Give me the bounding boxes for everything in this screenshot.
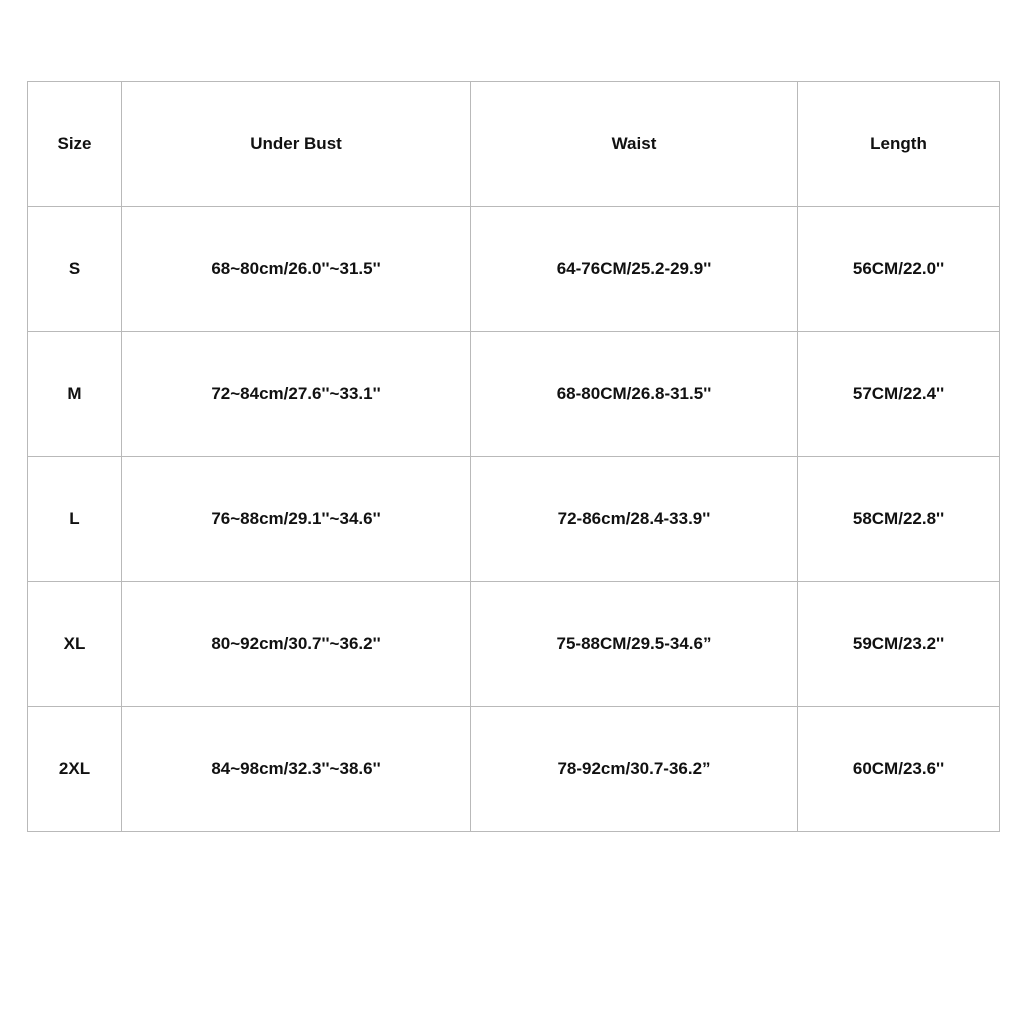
cell-waist: 64-76CM/25.2-29.9'' [471, 207, 798, 332]
table-row [28, 332, 1000, 457]
cell-length: 56CM/22.0'' [798, 207, 1000, 332]
table-row [28, 707, 1000, 832]
cell-size: M [28, 332, 122, 457]
cell-size: L [28, 457, 122, 582]
cell-length: 57CM/22.4'' [798, 332, 1000, 457]
table-row [28, 582, 1000, 707]
cell-length: 60CM/23.6'' [798, 707, 1000, 832]
cell-waist: 75-88CM/29.5-34.6” [471, 582, 798, 707]
header-waist: Waist [471, 82, 798, 207]
header-length: Length [798, 82, 1000, 207]
table-row [28, 207, 1000, 332]
cell-waist: 78-92cm/30.7-36.2” [471, 707, 798, 832]
cell-under-bust: 76~88cm/29.1''~34.6'' [122, 457, 471, 582]
cell-size: XL [28, 582, 122, 707]
cell-size: S [28, 207, 122, 332]
cell-waist: 68-80CM/26.8-31.5'' [471, 332, 798, 457]
header-under-bust: Under Bust [122, 82, 471, 207]
cell-waist: 72-86cm/28.4-33.9'' [471, 457, 798, 582]
cell-size: 2XL [28, 707, 122, 832]
table-header-row [28, 82, 1000, 207]
cell-length: 58CM/22.8'' [798, 457, 1000, 582]
cell-under-bust: 80~92cm/30.7''~36.2'' [122, 582, 471, 707]
size-chart-table [27, 81, 1000, 832]
cell-length: 59CM/23.2'' [798, 582, 1000, 707]
table-row [28, 457, 1000, 582]
cell-under-bust: 84~98cm/32.3''~38.6'' [122, 707, 471, 832]
cell-under-bust: 72~84cm/27.6''~33.1'' [122, 332, 471, 457]
cell-under-bust: 68~80cm/26.0''~31.5'' [122, 207, 471, 332]
header-size: Size [28, 82, 122, 207]
